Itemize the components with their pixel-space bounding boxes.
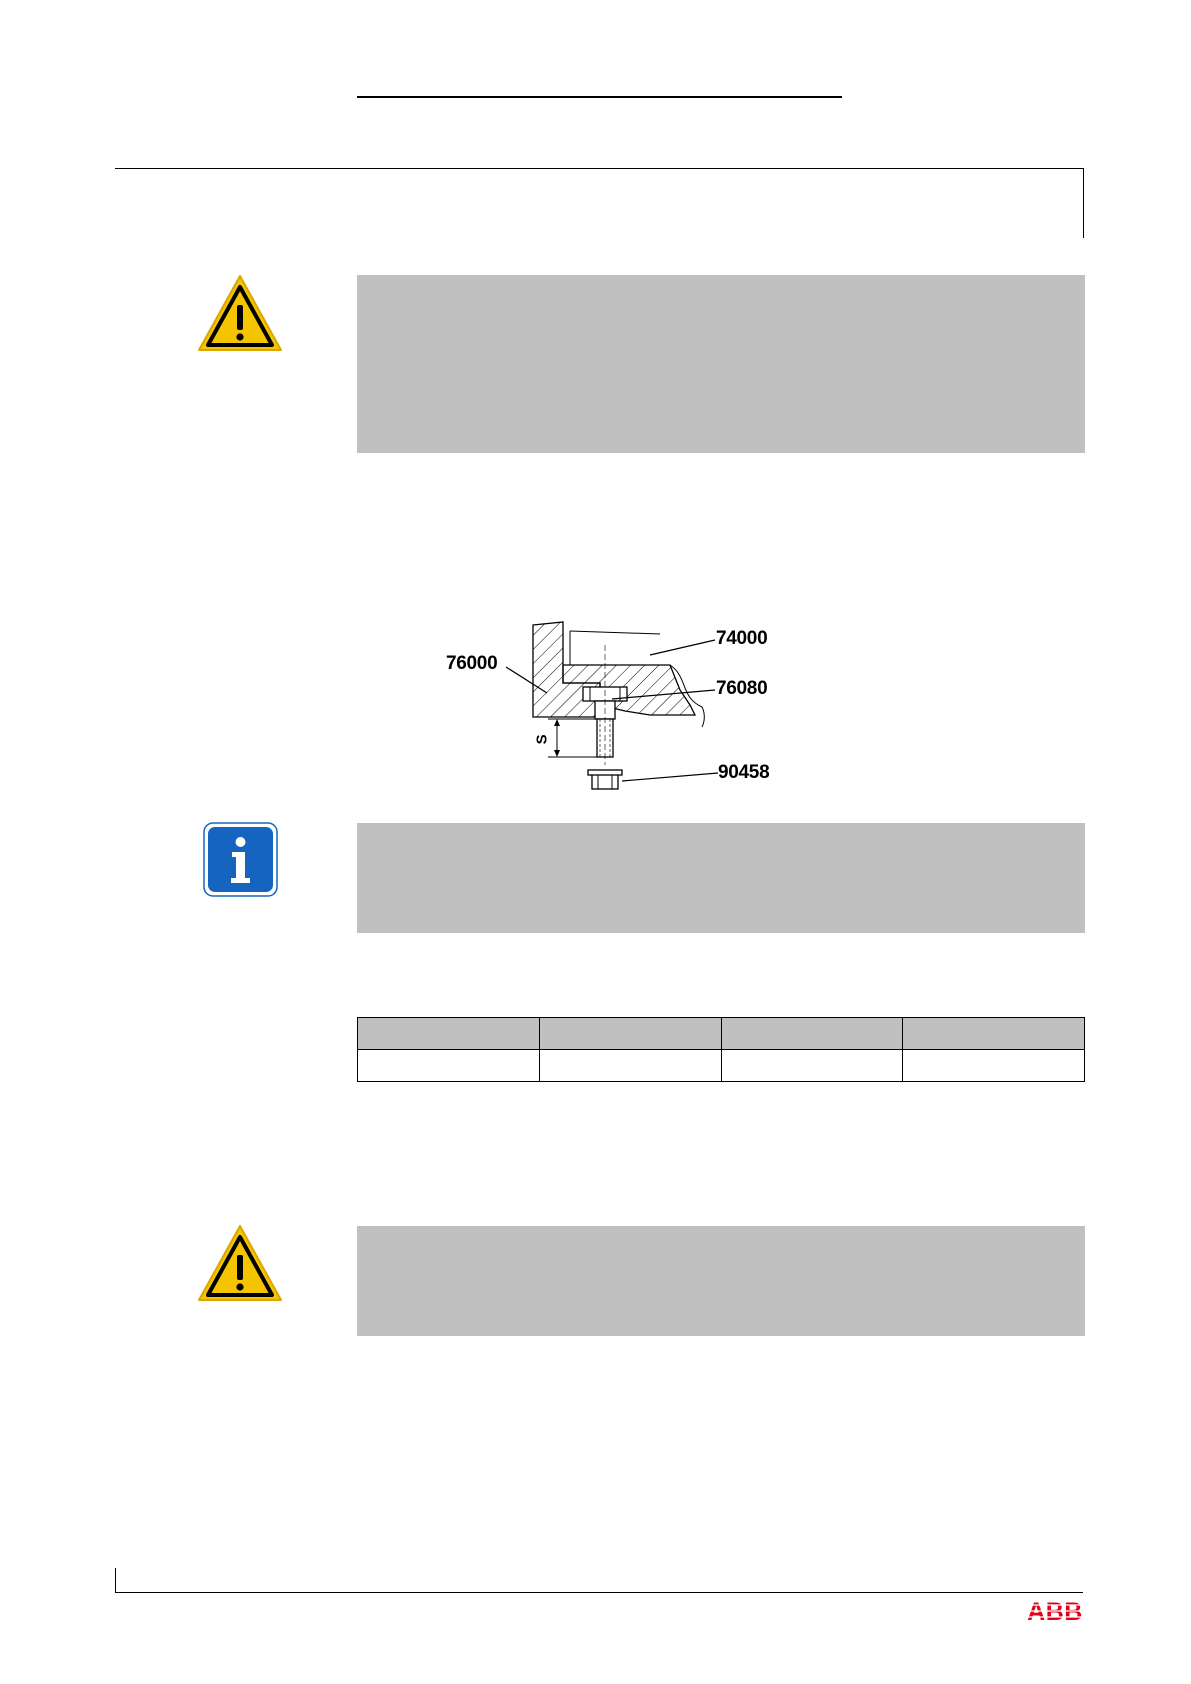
table-row — [358, 1050, 1085, 1082]
warning-box-top — [357, 275, 1085, 453]
callout-90458: 90458 — [718, 762, 770, 783]
table-header-row — [358, 1018, 1085, 1050]
warning-box-bottom — [357, 1226, 1085, 1336]
table-header-cell — [903, 1018, 1085, 1050]
spec-table — [357, 1017, 1085, 1082]
section-top-rule — [115, 168, 1083, 169]
table-header-cell — [358, 1018, 540, 1050]
table-header-cell — [721, 1018, 903, 1050]
callout-76000: 76000 — [446, 653, 498, 674]
callout-76080: 76080 — [716, 678, 768, 699]
warning-triangle-icon — [196, 273, 284, 353]
table-cell — [721, 1050, 903, 1082]
header-rule — [357, 96, 842, 98]
table-cell — [358, 1050, 540, 1082]
abb-logo-text: ABB — [1027, 1598, 1083, 1624]
callout-74000: 74000 — [716, 628, 768, 649]
footer-rule — [115, 1592, 1083, 1593]
info-box — [357, 823, 1085, 933]
abb-logo — [1024, 1598, 1086, 1624]
section-right-rule — [1083, 168, 1084, 238]
table-cell — [539, 1050, 721, 1082]
table-header-cell — [539, 1018, 721, 1050]
dimension-label-s: S — [533, 734, 551, 745]
footer-left-rule — [115, 1568, 116, 1592]
table-cell — [903, 1050, 1085, 1082]
warning-triangle-icon — [196, 1223, 284, 1303]
info-icon — [203, 822, 278, 897]
